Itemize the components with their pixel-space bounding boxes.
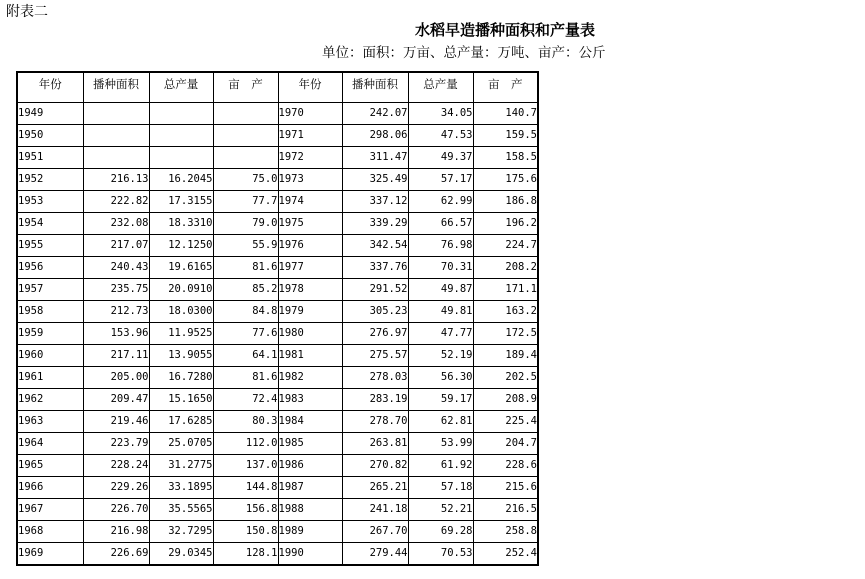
cell-year-right: 1985 [278,432,342,454]
cell-sown-area-left: 219.46 [83,410,149,432]
cell-yield-right: 228.6 [473,454,538,476]
cell-total-output-left: 16.7280 [149,366,213,388]
cell-year-right: 1973 [278,168,342,190]
cell-sown-area-right: 276.97 [342,322,408,344]
cell-sown-area-right: 267.70 [342,520,408,542]
cell-sown-area-right: 342.54 [342,234,408,256]
cell-sown-area-right: 265.21 [342,476,408,498]
cell-year-right: 1972 [278,146,342,168]
cell-yield-right: 158.5 [473,146,538,168]
cell-year-left: 1966 [17,476,83,498]
cell-year-right: 1986 [278,454,342,476]
cell-total-output-right: 49.87 [408,278,473,300]
cell-yield-right: 225.4 [473,410,538,432]
cell-year-left: 1953 [17,190,83,212]
cell-yield-right: 186.8 [473,190,538,212]
cell-total-output-left: 29.0345 [149,542,213,565]
cell-year-right: 1974 [278,190,342,212]
table-row [17,410,538,432]
cell-sown-area-left: 209.47 [83,388,149,410]
header-yield-right: 亩 产 [473,72,538,102]
cell-yield-left: 128.1 [213,542,278,565]
cell-total-output-left: 17.6285 [149,410,213,432]
cell-sown-area-right: 278.03 [342,366,408,388]
header-sown-area-right: 播种面积 [342,72,408,102]
cell-yield-left: 80.3 [213,410,278,432]
cell-total-output-right: 47.77 [408,322,473,344]
cell-year-left: 1963 [17,410,83,432]
cell-year-left: 1961 [17,366,83,388]
cell-year-left: 1957 [17,278,83,300]
cell-sown-area-left [83,124,149,146]
cell-year-left: 1960 [17,344,83,366]
cell-yield-right: 204.7 [473,432,538,454]
cell-sown-area-left: 222.82 [83,190,149,212]
cell-year-left: 1954 [17,212,83,234]
rice-production-table [16,71,539,566]
cell-yield-left: 144.8 [213,476,278,498]
cell-sown-area-right: 291.52 [342,278,408,300]
cell-total-output-left: 19.6165 [149,256,213,278]
cell-sown-area-left: 229.26 [83,476,149,498]
cell-sown-area-right: 337.76 [342,256,408,278]
cell-sown-area-right: 337.12 [342,190,408,212]
annex-label: 附表二 [6,4,48,20]
cell-year-right: 1980 [278,322,342,344]
header-year-right: 年份 [278,72,342,102]
header-total-output-left: 总产量 [149,72,213,102]
header-sown-area-left: 播种面积 [83,72,149,102]
table-row [17,102,538,124]
cell-year-left: 1949 [17,102,83,124]
cell-year-right: 1981 [278,344,342,366]
cell-total-output-left: 13.9055 [149,344,213,366]
cell-yield-left: 64.1 [213,344,278,366]
table-row [17,476,538,498]
cell-year-left: 1950 [17,124,83,146]
cell-year-right: 1989 [278,520,342,542]
cell-sown-area-right: 283.19 [342,388,408,410]
header-total-output-right: 总产量 [408,72,473,102]
table-body [17,102,538,565]
cell-total-output-left: 25.0705 [149,432,213,454]
cell-total-output-right: 66.57 [408,212,473,234]
cell-total-output-left [149,146,213,168]
cell-sown-area-left: 217.11 [83,344,149,366]
cell-sown-area-left: 216.98 [83,520,149,542]
cell-total-output-right: 52.19 [408,344,473,366]
cell-year-left: 1959 [17,322,83,344]
cell-total-output-left [149,124,213,146]
cell-sown-area-left: 240.43 [83,256,149,278]
table-header-row [17,72,538,102]
cell-year-left: 1964 [17,432,83,454]
cell-yield-right: 171.1 [473,278,538,300]
cell-total-output-right: 76.98 [408,234,473,256]
cell-yield-right: 216.5 [473,498,538,520]
cell-sown-area-left: 217.07 [83,234,149,256]
cell-yield-left: 85.2 [213,278,278,300]
cell-total-output-left [149,102,213,124]
cell-year-left: 1955 [17,234,83,256]
cell-sown-area-right: 270.82 [342,454,408,476]
cell-year-right: 1978 [278,278,342,300]
cell-total-output-right: 56.30 [408,366,473,388]
cell-year-left: 1965 [17,454,83,476]
cell-sown-area-left: 216.13 [83,168,149,190]
cell-sown-area-left: 232.08 [83,212,149,234]
cell-total-output-left: 32.7295 [149,520,213,542]
cell-yield-left: 81.6 [213,256,278,278]
cell-yield-left: 150.8 [213,520,278,542]
cell-year-right: 1984 [278,410,342,432]
cell-sown-area-right: 325.49 [342,168,408,190]
table-row [17,366,538,388]
table-row [17,300,538,322]
cell-year-right: 1977 [278,256,342,278]
cell-yield-left: 156.8 [213,498,278,520]
cell-total-output-right: 57.17 [408,168,473,190]
cell-sown-area-left: 226.70 [83,498,149,520]
cell-yield-left: 77.7 [213,190,278,212]
cell-yield-left: 77.6 [213,322,278,344]
header-yield-left: 亩 产 [213,72,278,102]
cell-year-left: 1951 [17,146,83,168]
cell-total-output-left: 31.2775 [149,454,213,476]
cell-sown-area-left: 228.24 [83,454,149,476]
cell-total-output-left: 17.3155 [149,190,213,212]
cell-yield-right: 189.4 [473,344,538,366]
cell-total-output-left: 12.1250 [149,234,213,256]
cell-sown-area-left: 205.00 [83,366,149,388]
cell-year-right: 1987 [278,476,342,498]
table-row [17,432,538,454]
cell-year-right: 1979 [278,300,342,322]
cell-sown-area-right: 241.18 [342,498,408,520]
cell-total-output-left: 18.3310 [149,212,213,234]
cell-yield-right: 196.2 [473,212,538,234]
cell-sown-area-left: 153.96 [83,322,149,344]
cell-total-output-left: 20.0910 [149,278,213,300]
cell-yield-left [213,102,278,124]
cell-yield-right: 208.2 [473,256,538,278]
cell-total-output-left: 15.1650 [149,388,213,410]
cell-total-output-right: 61.92 [408,454,473,476]
table-row [17,124,538,146]
cell-total-output-right: 62.99 [408,190,473,212]
cell-total-output-right: 70.31 [408,256,473,278]
cell-yield-right: 175.6 [473,168,538,190]
cell-sown-area-right: 298.06 [342,124,408,146]
cell-sown-area-right: 242.07 [342,102,408,124]
cell-yield-right: 252.4 [473,542,538,565]
sheet-title: 水稻早造播种面积和产量表 [414,21,595,39]
cell-total-output-left: 35.5565 [149,498,213,520]
cell-sown-area-right: 263.81 [342,432,408,454]
cell-total-output-right: 69.28 [408,520,473,542]
cell-total-output-left: 16.2045 [149,168,213,190]
cell-sown-area-left: 235.75 [83,278,149,300]
cell-sown-area-right: 279.44 [342,542,408,565]
cell-year-left: 1958 [17,300,83,322]
cell-yield-left: 79.0 [213,212,278,234]
cell-sown-area-right: 311.47 [342,146,408,168]
cell-total-output-right: 34.05 [408,102,473,124]
cell-sown-area-left: 226.69 [83,542,149,565]
table-row [17,278,538,300]
cell-sown-area-right: 305.23 [342,300,408,322]
cell-sown-area-left [83,146,149,168]
cell-yield-right: 140.7 [473,102,538,124]
cell-yield-left: 137.0 [213,454,278,476]
cell-total-output-left: 11.9525 [149,322,213,344]
cell-yield-left: 75.0 [213,168,278,190]
cell-yield-right: 208.9 [473,388,538,410]
header-year-left: 年份 [17,72,83,102]
table-row [17,212,538,234]
cell-year-left: 1967 [17,498,83,520]
cell-sown-area-right: 339.29 [342,212,408,234]
table-row [17,322,538,344]
cell-total-output-right: 47.53 [408,124,473,146]
cell-year-right: 1971 [278,124,342,146]
cell-total-output-right: 57.18 [408,476,473,498]
cell-year-left: 1956 [17,256,83,278]
cell-year-left: 1962 [17,388,83,410]
cell-yield-left: 84.8 [213,300,278,322]
cell-yield-right: 224.7 [473,234,538,256]
table-row [17,498,538,520]
cell-yield-left [213,124,278,146]
table-row [17,520,538,542]
cell-yield-left: 72.4 [213,388,278,410]
table-row [17,344,538,366]
cell-total-output-right: 52.21 [408,498,473,520]
cell-year-right: 1983 [278,388,342,410]
table-row [17,454,538,476]
table-row [17,542,538,565]
cell-year-right: 1975 [278,212,342,234]
cell-yield-left [213,146,278,168]
cell-yield-right: 258.8 [473,520,538,542]
cell-year-right: 1970 [278,102,342,124]
cell-year-right: 1976 [278,234,342,256]
cell-year-right: 1988 [278,498,342,520]
table-row [17,168,538,190]
cell-year-left: 1969 [17,542,83,565]
cell-total-output-right: 59.17 [408,388,473,410]
cell-total-output-right: 70.53 [408,542,473,565]
cell-total-output-right: 53.99 [408,432,473,454]
table-row [17,256,538,278]
cell-sown-area-left [83,102,149,124]
cell-year-right: 1990 [278,542,342,565]
cell-sown-area-left: 223.79 [83,432,149,454]
cell-total-output-right: 62.81 [408,410,473,432]
table-row [17,388,538,410]
cell-year-right: 1982 [278,366,342,388]
cell-sown-area-right: 278.70 [342,410,408,432]
cell-yield-right: 202.5 [473,366,538,388]
cell-total-output-right: 49.37 [408,146,473,168]
table-row [17,146,538,168]
cell-total-output-left: 18.0300 [149,300,213,322]
cell-yield-right: 159.5 [473,124,538,146]
cell-sown-area-left: 212.73 [83,300,149,322]
cell-total-output-right: 49.81 [408,300,473,322]
cell-yield-right: 172.5 [473,322,538,344]
cell-year-left: 1952 [17,168,83,190]
cell-yield-right: 215.6 [473,476,538,498]
table-row [17,190,538,212]
cell-yield-left: 55.9 [213,234,278,256]
units-line: 单位：面积：万亩、总产量：万吨、亩产：公斤 [322,45,606,61]
cell-yield-left: 81.6 [213,366,278,388]
cell-total-output-left: 33.1895 [149,476,213,498]
table-row [17,234,538,256]
cell-sown-area-right: 275.57 [342,344,408,366]
cell-yield-right: 163.2 [473,300,538,322]
cell-yield-left: 112.0 [213,432,278,454]
cell-year-left: 1968 [17,520,83,542]
